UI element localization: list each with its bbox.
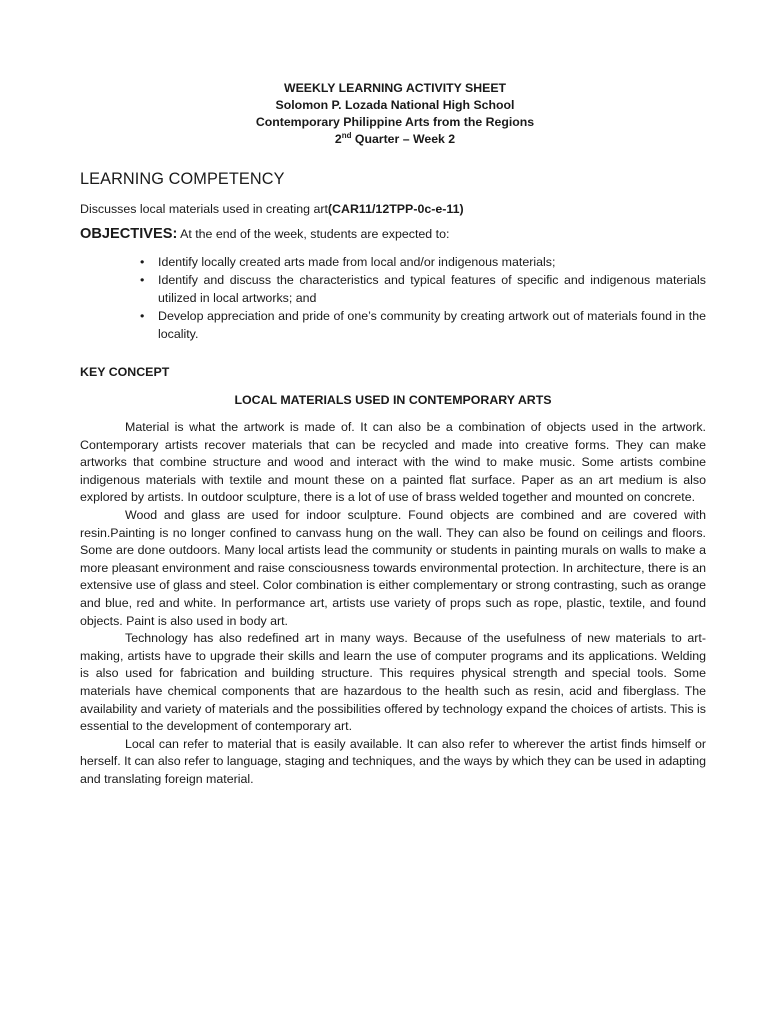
quarter-week-text: Quarter – Week 2 <box>351 132 456 146</box>
learning-competency-text <box>80 202 706 216</box>
body-paragraph: Wood and glass are used for indoor sculpture. Found objects are combined and are covered with resin.Painting is no longer confined to canvass hung on the wall. They can also be found on ceilings and floors. Some are done outdoors. Many local artists lead the community or students in painting murals on walls to make a more pleasant environment and raise consciousness towards environmental protection. In architecture, there is an extensive use of glass and steel. Color combination is either complementary or strong contrasting, such as orange and blue, red and white. In performance art, artists use variety of props such as rope, plastic, textile, and found objects. Paint is also used in body art. <box>80 507 706 628</box>
quarter-number: 2 <box>334 132 342 146</box>
body-paragraph: Material is what the artwork is made of. It can also be a combination of objects used in the artwork. Contemporary artists recover materials that can be recycled and made into creative forms. They can make artworks that combine structure and wood and interact with the wind to make music. Some artists combine indigenous materials with textile and mount these on a painted flat surface. Paper as an art medium is also explored by artists. In outdoor sculpture, there is a lot of use of brass welded together and mounted on concrete. <box>80 420 706 505</box>
key-concept-heading: KEY CONCEPT <box>80 365 170 379</box>
objectives-label: OBJECTIVES: <box>80 226 178 242</box>
objectives-list <box>80 253 706 343</box>
section-title: LOCAL MATERIALS USED IN CONTEMPORARY ARTS <box>234 393 552 407</box>
objective-item <box>140 307 706 343</box>
quarter-ordinal-suffix: nd <box>341 130 352 140</box>
objective-item <box>140 253 706 271</box>
quarter-week <box>84 131 706 148</box>
subject-name: Contemporary Philippine Arts from the Regions <box>255 115 535 129</box>
key-concept-body <box>80 419 706 788</box>
objective-item <box>140 271 706 307</box>
sheet-title: WEEKLY LEARNING ACTIVITY SHEET <box>283 81 507 95</box>
bullet-icon: • <box>140 309 145 323</box>
objectives-intro-text: At the end of the week, students are expected to: <box>177 227 450 241</box>
bullet-icon: • <box>140 255 145 269</box>
bullet-icon: • <box>140 273 145 287</box>
learning-competency-heading: LEARNING COMPETENCY <box>80 170 285 188</box>
body-paragraph: Local can refer to material that is easily available. It can also refer to wherever the artist finds himself or herself. It can also refer to language, staging and techniques, and the ways by which they can be used in adapting and translating foreign material. <box>80 736 706 786</box>
school-name: Solomon P. Lozada National High School <box>275 98 515 112</box>
body-paragraph: Technology has also redefined art in many ways. Because of the usefulness of new materials to art-making, artists have to upgrade their skills and learn the use of computer programs and its applications. Welding is also used for fabrication and building structure. This requires physical strength and special tools. Some materials have chemical components that are hazardous to the health such as resin, acid and fiberglass. The availability and variety of materials and the possibilities offered by technology expand the choices of artists. This is essential to the development of contemporary art. <box>80 631 706 734</box>
objective-text: Develop appreciation and pride of one’s community by creating artwork out of materials found in the locality. <box>158 309 706 341</box>
objective-text: Identify and discuss the characteristics and typical features of specific and indigenous materials utilized in local artworks; and <box>158 273 706 305</box>
document-header <box>80 80 706 148</box>
objective-text: Identify locally created arts made from local and/or indigenous materials; <box>158 255 556 269</box>
competency-code: (CAR11/12TPP-0c-e-11) <box>327 202 464 216</box>
competency-description: Discusses local materials used in creating art <box>80 202 328 216</box>
objectives-intro <box>80 226 706 242</box>
